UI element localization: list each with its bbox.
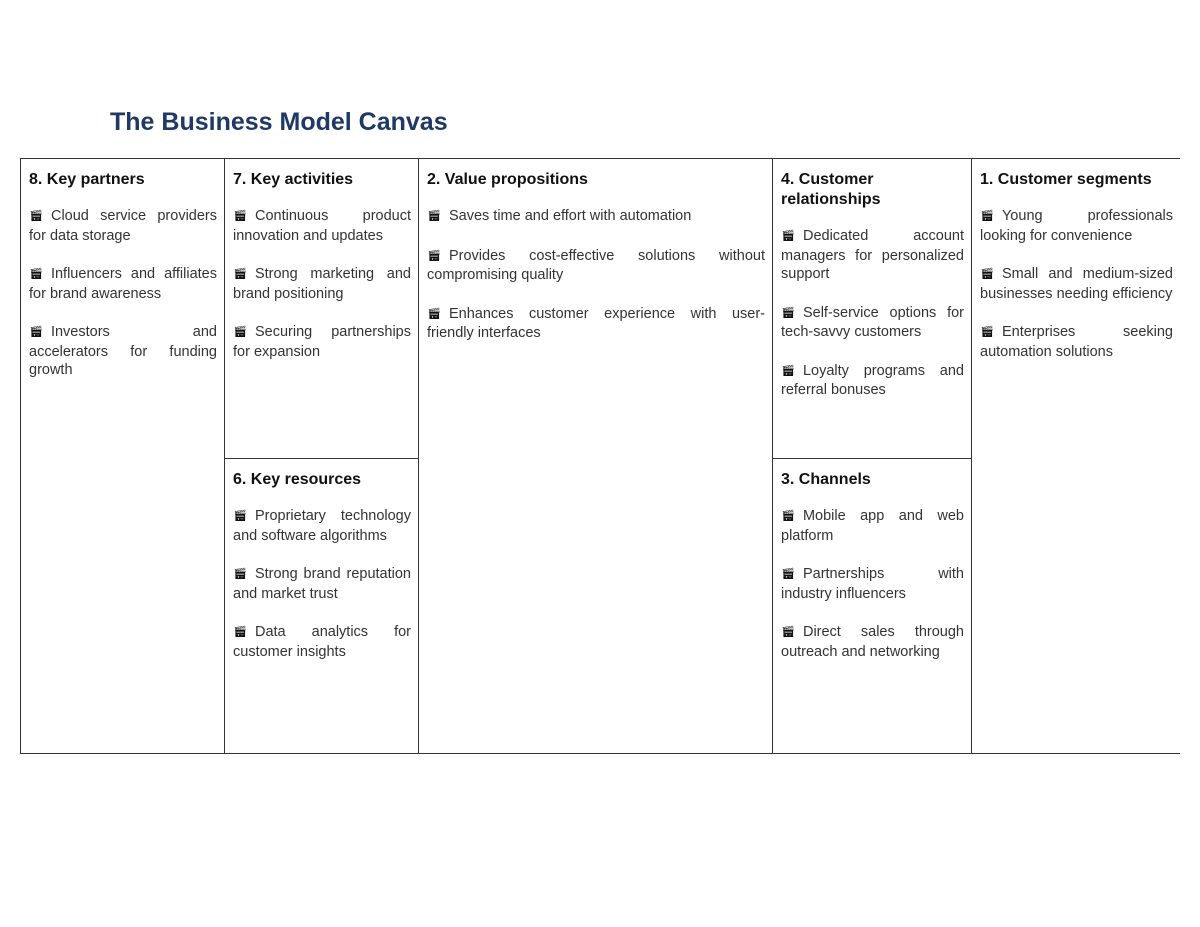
list-item [427, 247, 765, 285]
customer-relationships-block [773, 159, 971, 458]
clapperboard-icon: 🎬︎ [781, 306, 795, 319]
item-text: Data analytics for customer insights [233, 624, 411, 660]
list-item [29, 323, 217, 380]
block-heading: 3. Channels [781, 471, 871, 488]
item-text: Loyalty programs and referral bonuses [781, 362, 964, 398]
key-resources-block [225, 459, 418, 753]
list-item [233, 265, 411, 303]
item-text: Young professionals looking for convenience [980, 208, 1173, 244]
item-list [29, 207, 217, 380]
item-text: Provides cost-effective solutions without compromising quality [427, 247, 765, 283]
item-text: Self-service options for tech-savvy customers [781, 304, 964, 340]
list-item [427, 305, 765, 343]
item-list [781, 227, 964, 400]
list-item [781, 565, 964, 603]
block-heading: 8. Key partners [29, 171, 145, 188]
list-item [781, 362, 964, 400]
item-list [980, 207, 1173, 361]
clapperboard-icon: 🎬︎ [233, 568, 247, 580]
clapperboard-icon: 🎬︎ [29, 268, 43, 280]
clapperboard-icon: 🎬︎ [781, 230, 795, 242]
list-item [233, 565, 411, 603]
clapperboard-icon: 🎬︎ [29, 210, 43, 222]
channels-block [773, 459, 971, 753]
clapperboard-icon: 🎬︎ [427, 210, 441, 222]
list-item [233, 623, 411, 661]
item-text: Investors and accelerators for funding growth [29, 324, 217, 378]
list-item [233, 507, 411, 545]
block-heading: 6. Key resources [233, 471, 362, 488]
value-propositions-block [419, 159, 772, 753]
key-activities-block [225, 159, 418, 458]
clapperboard-icon: 🎬︎ [781, 626, 795, 638]
list-item [427, 207, 765, 227]
clapperboard-icon: 🎬︎ [781, 510, 795, 522]
item-text: Proprietary technology and software algorithms [233, 508, 411, 544]
clapperboard-icon: 🎬︎ [781, 568, 795, 580]
clapperboard-icon: 🎬︎ [427, 249, 441, 262]
list-item [980, 323, 1173, 361]
business-model-canvas [20, 158, 1180, 754]
item-text: Enterprises seeking automation solutions [980, 324, 1173, 360]
key-partners-block [21, 159, 224, 753]
item-text: Enhances customer experience with user-friendly interfaces [427, 305, 765, 341]
clapperboard-icon: 🎬︎ [980, 268, 994, 280]
item-text: Small and medium-sized businesses needing efficiency [980, 266, 1173, 302]
clapperboard-icon: 🎬︎ [233, 510, 247, 522]
item-list [233, 207, 411, 361]
item-text: Strong brand reputation and market trust [233, 566, 411, 602]
clapperboard-icon: 🎬︎ [233, 210, 247, 222]
block-heading: 7. Key activities [233, 171, 354, 188]
list-item [781, 507, 964, 545]
clapperboard-icon: 🎬︎ [980, 210, 994, 222]
item-text: Partnerships with industry influencers [781, 566, 964, 602]
item-text: Cloud service providers for data storage [29, 208, 217, 244]
list-item [233, 323, 411, 361]
clapperboard-icon: 🎬︎ [980, 326, 994, 338]
item-list [233, 507, 411, 661]
block-heading: 2. Value propositions [427, 171, 588, 188]
list-item [980, 207, 1173, 245]
list-item [781, 623, 964, 661]
clapperboard-icon: 🎬︎ [233, 626, 247, 638]
item-text: Dedicated account managers for personalized support [781, 228, 964, 282]
list-item [29, 265, 217, 303]
clapperboard-icon: 🎬︎ [781, 364, 795, 377]
item-text: Mobile app and web platform [781, 508, 964, 544]
item-list [427, 207, 765, 343]
block-heading: 4. Customer relationships [781, 171, 881, 208]
block-heading: 1. Customer segments [980, 171, 1152, 188]
customer-segments-block [972, 159, 1180, 753]
item-list [781, 507, 964, 661]
list-item [781, 227, 964, 284]
clapperboard-icon: 🎬︎ [233, 268, 247, 280]
item-text: Strong marketing and brand positioning [233, 266, 411, 302]
item-text: Continuous product innovation and updates [233, 208, 411, 244]
clapperboard-icon: 🎬︎ [427, 307, 441, 320]
page-title: The Business Model Canvas [110, 108, 448, 136]
item-text: Influencers and affiliates for brand awareness [29, 266, 217, 302]
item-text: Securing partnerships for expansion [233, 324, 411, 360]
clapperboard-icon: 🎬︎ [29, 326, 43, 338]
list-item [29, 207, 217, 245]
list-item [233, 207, 411, 245]
list-item [781, 304, 964, 342]
list-item [980, 265, 1173, 303]
item-text: Saves time and effort with automation [448, 208, 692, 224]
clapperboard-icon: 🎬︎ [233, 326, 247, 338]
item-text: Direct sales through outreach and networking [781, 624, 964, 660]
